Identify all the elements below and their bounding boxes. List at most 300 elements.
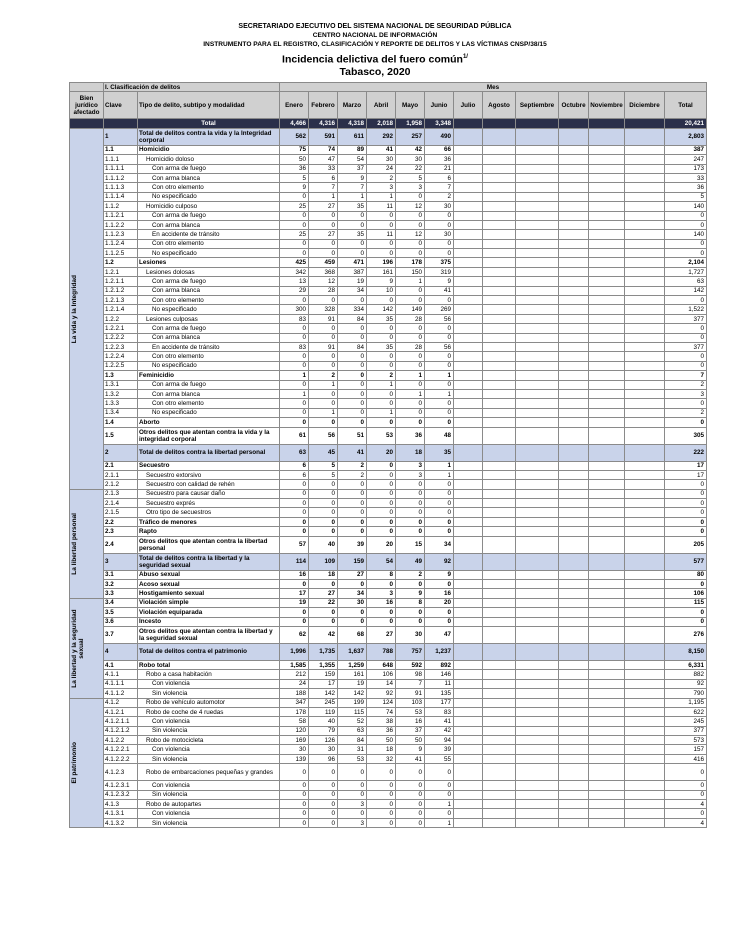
tipo-delito-cell: Lesiones culposas — [138, 314, 280, 323]
month-value-cell — [625, 800, 665, 809]
month-value-cell: 0 — [367, 818, 396, 827]
month-value-cell — [483, 249, 516, 258]
month-value-cell: 56 — [309, 427, 338, 444]
month-value-cell: 114 — [280, 553, 309, 570]
table-row — [70, 517, 707, 526]
row-total-cell: 140 — [665, 202, 707, 211]
month-value-cell — [625, 764, 665, 781]
month-value-cell: 1 — [367, 408, 396, 417]
month-value-cell: 0 — [338, 617, 367, 626]
month-value-cell — [559, 508, 589, 517]
table-row — [70, 399, 707, 408]
row-total-cell: 63 — [665, 277, 707, 286]
table-row — [70, 258, 707, 267]
month-value-cell — [454, 608, 483, 617]
month-value-cell: 0 — [338, 380, 367, 389]
month-value-cell — [625, 809, 665, 818]
month-value-cell: 16 — [425, 589, 454, 598]
month-value-cell: 9 — [338, 173, 367, 182]
tipo-delito-cell: Con violencia — [138, 679, 280, 688]
report-title — [0, 51, 750, 66]
month-value-cell: 84 — [338, 342, 367, 351]
month-value-cell — [483, 296, 516, 305]
month-value-cell: 3 — [338, 800, 367, 809]
tipo-delito-cell: Violación equiparada — [138, 608, 280, 617]
month-value-cell — [559, 324, 589, 333]
month-value-cell: 0 — [367, 324, 396, 333]
tipo-delito-cell: Con arma blanca — [138, 286, 280, 295]
month-value-cell — [625, 155, 665, 164]
month-value-cell — [589, 258, 625, 267]
month-value-cell: 0 — [425, 781, 454, 790]
month-value-cell: 0 — [367, 239, 396, 248]
month-value-cell — [559, 145, 589, 154]
month-value-cell: 84 — [338, 314, 367, 323]
month-value-cell — [559, 286, 589, 295]
month-value-cell — [589, 145, 625, 154]
month-value-cell: 0 — [338, 399, 367, 408]
header-group-row — [70, 83, 707, 92]
month-value-cell — [483, 489, 516, 498]
row-total-cell: 0 — [665, 249, 707, 258]
month-value-cell: 41 — [425, 286, 454, 295]
month-value-cell: 0 — [367, 499, 396, 508]
month-value-cell — [625, 361, 665, 370]
month-value-cell: 28 — [396, 342, 425, 351]
month-value-cell — [589, 361, 625, 370]
month-value-cell: 30 — [338, 598, 367, 607]
col-month: Abril — [367, 92, 396, 119]
table-row — [70, 352, 707, 361]
month-value-cell — [589, 800, 625, 809]
tipo-delito-cell: Total de delitos contra la libertad personal — [138, 444, 280, 461]
month-value-cell: 37 — [338, 164, 367, 173]
month-value-cell — [516, 361, 559, 370]
month-value-cell — [454, 183, 483, 192]
tipo-delito-cell: Total de delitos contra la vida y la Integridad corporal — [138, 128, 280, 145]
month-value-cell — [589, 470, 625, 479]
month-value-cell: 68 — [338, 626, 367, 643]
month-value-cell: 22 — [309, 598, 338, 607]
month-value-cell — [454, 726, 483, 735]
month-value-cell: 788 — [367, 643, 396, 660]
month-value-cell: 45 — [309, 444, 338, 461]
month-value-cell — [454, 155, 483, 164]
tipo-delito-cell: Sin violencia — [138, 818, 280, 827]
month-value-cell — [483, 220, 516, 229]
month-value-cell: 159 — [309, 670, 338, 679]
total-month-value — [625, 119, 665, 128]
month-value-cell — [516, 643, 559, 660]
month-value-cell — [559, 580, 589, 589]
month-value-cell — [516, 781, 559, 790]
month-value-cell: 0 — [367, 470, 396, 479]
month-value-cell — [559, 800, 589, 809]
month-value-cell — [483, 418, 516, 427]
month-value-cell — [589, 536, 625, 553]
month-value-cell — [454, 745, 483, 754]
total-month-value: 4,316 — [309, 119, 338, 128]
month-value-cell — [589, 324, 625, 333]
table-row — [70, 626, 707, 643]
clave-cell: 2.1.5 — [104, 508, 138, 517]
month-value-cell: 2 — [338, 470, 367, 479]
month-value-cell: 41 — [396, 754, 425, 763]
month-value-cell — [625, 698, 665, 707]
month-value-cell — [559, 480, 589, 489]
month-value-cell: 459 — [309, 258, 338, 267]
month-value-cell — [516, 480, 559, 489]
tipo-delito-cell: Con arma de fuego — [138, 164, 280, 173]
month-value-cell — [625, 444, 665, 461]
month-value-cell: 0 — [367, 527, 396, 536]
month-value-cell — [516, 220, 559, 229]
row-total-cell: 4 — [665, 818, 707, 827]
tipo-delito-cell: Lesiones dolosas — [138, 267, 280, 276]
clave-cell: 4.1.2.1.1 — [104, 717, 138, 726]
month-value-cell: 7 — [425, 183, 454, 192]
header-line-2: CENTRO NACIONAL DE INFORMACIÓN — [312, 32, 438, 39]
clave-cell: 4.1.2 — [104, 698, 138, 707]
month-value-cell — [516, 418, 559, 427]
month-value-cell — [589, 707, 625, 716]
bien-juridico-label: El patrimonio — [71, 742, 78, 784]
row-total-cell: 8,150 — [665, 643, 707, 660]
month-value-cell: 0 — [338, 220, 367, 229]
month-value-cell — [559, 220, 589, 229]
month-value-cell: 0 — [280, 333, 309, 342]
month-value-cell: 30 — [280, 745, 309, 754]
month-value-cell — [483, 754, 516, 763]
month-value-cell — [559, 314, 589, 323]
table-row — [70, 427, 707, 444]
month-value-cell — [559, 305, 589, 314]
month-value-cell — [454, 781, 483, 790]
month-value-cell: 0 — [338, 239, 367, 248]
month-value-cell — [589, 643, 625, 660]
month-value-cell: 37 — [396, 726, 425, 735]
month-value-cell — [454, 418, 483, 427]
month-value-cell — [454, 643, 483, 660]
month-value-cell: 0 — [338, 324, 367, 333]
table-row — [70, 726, 707, 735]
month-value-cell: 188 — [280, 689, 309, 698]
table-row — [70, 707, 707, 716]
month-value-cell — [625, 580, 665, 589]
month-value-cell: 51 — [338, 427, 367, 444]
month-value-cell: 1 — [396, 371, 425, 380]
month-value-cell — [589, 380, 625, 389]
month-value-cell — [516, 745, 559, 754]
month-value-cell: 22 — [396, 164, 425, 173]
clave-cell: 1.2.1.4 — [104, 305, 138, 314]
month-value-cell — [625, 408, 665, 417]
month-value-cell — [483, 164, 516, 173]
month-value-cell: 19 — [338, 679, 367, 688]
month-value-cell — [559, 183, 589, 192]
month-value-cell — [559, 389, 589, 398]
month-value-cell — [454, 707, 483, 716]
month-value-cell: 0 — [396, 508, 425, 517]
month-value-cell — [589, 660, 625, 669]
clave-cell: 1.3.2 — [104, 389, 138, 398]
month-value-cell — [516, 707, 559, 716]
tipo-delito-cell: Con arma blanca — [138, 333, 280, 342]
tipo-delito-cell: Sin violencia — [138, 754, 280, 763]
clave-cell: 2.1 — [104, 461, 138, 470]
month-value-cell: 94 — [425, 736, 454, 745]
month-value-cell — [454, 736, 483, 745]
clave-cell: 4.1 — [104, 660, 138, 669]
tipo-delito-cell: Violación simple — [138, 598, 280, 607]
table-row — [70, 333, 707, 342]
row-total-cell: 245 — [665, 717, 707, 726]
month-value-cell: 0 — [280, 517, 309, 526]
tipo-delito-cell: En accidente de tránsito — [138, 342, 280, 351]
month-value-cell — [483, 626, 516, 643]
month-value-cell — [454, 305, 483, 314]
month-value-cell — [559, 408, 589, 417]
month-value-cell: 30 — [309, 745, 338, 754]
tipo-delito-cell: Con arma blanca — [138, 173, 280, 182]
month-value-cell — [483, 536, 516, 553]
tipo-delito-cell: Tráfico de menores — [138, 517, 280, 526]
month-value-cell — [625, 660, 665, 669]
month-value-cell — [559, 517, 589, 526]
bien-juridico-cell — [70, 598, 104, 698]
month-value-cell — [483, 145, 516, 154]
month-value-cell — [589, 277, 625, 286]
month-value-cell: 20 — [425, 598, 454, 607]
month-value-cell — [483, 444, 516, 461]
clave-cell: 1.1.2.5 — [104, 249, 138, 258]
month-value-cell: 0 — [280, 408, 309, 417]
month-value-cell — [454, 689, 483, 698]
month-value-cell: 55 — [425, 754, 454, 763]
month-value-cell — [516, 277, 559, 286]
month-value-cell: 150 — [396, 267, 425, 276]
month-value-cell — [516, 314, 559, 323]
month-value-cell — [454, 617, 483, 626]
clave-cell: 1.2.2.5 — [104, 361, 138, 370]
month-value-cell — [516, 698, 559, 707]
tipo-delito-cell: Robo total — [138, 660, 280, 669]
month-value-cell: 425 — [280, 258, 309, 267]
month-value-cell: 53 — [367, 427, 396, 444]
month-value-cell — [516, 499, 559, 508]
month-value-cell: 161 — [367, 267, 396, 276]
month-value-cell: 3 — [338, 818, 367, 827]
month-value-cell: 139 — [280, 754, 309, 763]
month-value-cell: 0 — [367, 361, 396, 370]
month-value-cell: 0 — [396, 781, 425, 790]
row-total-cell: 0 — [665, 517, 707, 526]
month-value-cell — [454, 517, 483, 526]
month-value-cell: 16 — [280, 570, 309, 579]
month-value-cell: 0 — [425, 352, 454, 361]
month-value-cell — [559, 380, 589, 389]
month-value-cell: 0 — [367, 800, 396, 809]
month-value-cell — [559, 536, 589, 553]
month-value-cell: 27 — [309, 589, 338, 598]
month-value-cell: 0 — [280, 489, 309, 498]
row-total-cell: 222 — [665, 444, 707, 461]
month-value-cell: 0 — [338, 489, 367, 498]
month-value-cell: 35 — [367, 342, 396, 351]
month-value-cell — [483, 617, 516, 626]
month-value-cell — [454, 145, 483, 154]
month-value-cell: 30 — [396, 155, 425, 164]
incidence-table — [69, 82, 707, 828]
row-total-cell: 247 — [665, 155, 707, 164]
month-value-cell — [483, 480, 516, 489]
table-row — [70, 536, 707, 553]
month-value-cell — [559, 717, 589, 726]
month-value-cell — [625, 249, 665, 258]
tipo-delito-cell: Con otro elemento — [138, 239, 280, 248]
month-value-cell: 120 — [280, 726, 309, 735]
clave-cell: 1.1.2.3 — [104, 230, 138, 239]
month-value-cell: 0 — [367, 781, 396, 790]
month-value-cell: 0 — [280, 818, 309, 827]
month-value-cell: 1 — [425, 818, 454, 827]
month-value-cell — [559, 239, 589, 248]
month-value-cell: 0 — [309, 249, 338, 258]
month-value-cell — [516, 427, 559, 444]
month-value-cell: 18 — [396, 444, 425, 461]
table-row — [70, 211, 707, 220]
month-value-cell: 0 — [396, 608, 425, 617]
month-value-cell — [625, 202, 665, 211]
month-value-cell — [589, 598, 625, 607]
table-row — [70, 389, 707, 398]
clave-cell: 1 — [104, 128, 138, 145]
month-value-cell: 5 — [396, 173, 425, 182]
tipo-delito-cell: Otros delitos que atentan contra la vida y la integridad corporal — [138, 427, 280, 444]
month-value-cell — [516, 202, 559, 211]
total-row — [70, 119, 707, 128]
bien-juridico-cell — [70, 698, 104, 828]
month-value-cell — [454, 626, 483, 643]
month-value-cell: 42 — [309, 626, 338, 643]
month-value-cell — [559, 764, 589, 781]
tipo-delito-cell: No especificado — [138, 408, 280, 417]
month-value-cell — [589, 461, 625, 470]
month-value-cell — [625, 717, 665, 726]
month-value-cell: 0 — [396, 192, 425, 201]
col-month: Septiembre — [516, 92, 559, 119]
month-value-cell: 0 — [309, 580, 338, 589]
month-value-cell — [625, 736, 665, 745]
month-value-cell — [516, 489, 559, 498]
table-row — [70, 480, 707, 489]
month-value-cell — [516, 589, 559, 598]
row-total-cell: 0 — [665, 352, 707, 361]
table-row — [70, 570, 707, 579]
month-value-cell: 0 — [367, 489, 396, 498]
month-value-cell — [625, 589, 665, 598]
month-value-cell — [483, 342, 516, 351]
month-value-cell: 1 — [338, 192, 367, 201]
month-value-cell — [559, 707, 589, 716]
month-value-cell: 33 — [309, 164, 338, 173]
clave-cell: 1.1.2 — [104, 202, 138, 211]
month-value-cell — [483, 211, 516, 220]
month-value-cell — [483, 239, 516, 248]
month-value-cell: 319 — [425, 267, 454, 276]
row-total-cell: 0 — [665, 499, 707, 508]
clave-cell: 4.1.2.1 — [104, 707, 138, 716]
col-total: Total — [665, 92, 707, 119]
month-value-cell — [625, 781, 665, 790]
month-value-cell: 1 — [425, 371, 454, 380]
month-value-cell — [559, 427, 589, 444]
month-value-cell: 83 — [425, 707, 454, 716]
month-value-cell: 0 — [338, 764, 367, 781]
month-value-cell: 611 — [338, 128, 367, 145]
tipo-delito-cell: Otros delitos que atentan contra la libertad personal — [138, 536, 280, 553]
month-value-cell — [559, 230, 589, 239]
month-value-cell: 0 — [425, 418, 454, 427]
row-total-cell: 2,104 — [665, 258, 707, 267]
month-value-cell: 0 — [396, 527, 425, 536]
month-value-cell — [625, 286, 665, 295]
month-value-cell — [625, 267, 665, 276]
month-value-cell — [559, 164, 589, 173]
clave-cell: 4.1.1 — [104, 670, 138, 679]
month-value-cell — [454, 660, 483, 669]
month-value-cell: 75 — [280, 145, 309, 154]
month-value-cell: 6 — [309, 173, 338, 182]
table-row — [70, 764, 707, 781]
month-value-cell: 328 — [309, 305, 338, 314]
table-row — [70, 800, 707, 809]
month-value-cell — [589, 389, 625, 398]
month-value-cell — [516, 408, 559, 417]
bien-juridico-cell — [70, 128, 104, 489]
month-value-cell — [625, 617, 665, 626]
month-value-cell — [516, 333, 559, 342]
month-value-cell: 0 — [309, 608, 338, 617]
month-value-cell — [454, 754, 483, 763]
total-month-value: 4,318 — [338, 119, 367, 128]
month-value-cell — [625, 553, 665, 570]
month-value-cell — [625, 608, 665, 617]
row-total-cell: 387 — [665, 145, 707, 154]
month-value-cell — [483, 809, 516, 818]
month-value-cell — [454, 128, 483, 145]
month-value-cell — [483, 736, 516, 745]
month-value-cell — [559, 470, 589, 479]
month-value-cell — [559, 790, 589, 799]
month-value-cell — [483, 173, 516, 182]
month-value-cell: 1,355 — [309, 660, 338, 669]
month-value-cell — [589, 164, 625, 173]
month-value-cell — [589, 726, 625, 735]
month-value-cell: 146 — [425, 670, 454, 679]
row-total-cell: 140 — [665, 230, 707, 239]
month-value-cell: 11 — [367, 230, 396, 239]
month-value-cell: 0 — [367, 508, 396, 517]
month-value-cell — [454, 508, 483, 517]
total-month-value — [589, 119, 625, 128]
row-total-cell: 622 — [665, 707, 707, 716]
tipo-delito-cell: Con violencia — [138, 745, 280, 754]
month-value-cell — [559, 698, 589, 707]
month-value-cell: 0 — [309, 324, 338, 333]
month-value-cell: 11 — [425, 679, 454, 688]
month-value-cell: 34 — [425, 536, 454, 553]
